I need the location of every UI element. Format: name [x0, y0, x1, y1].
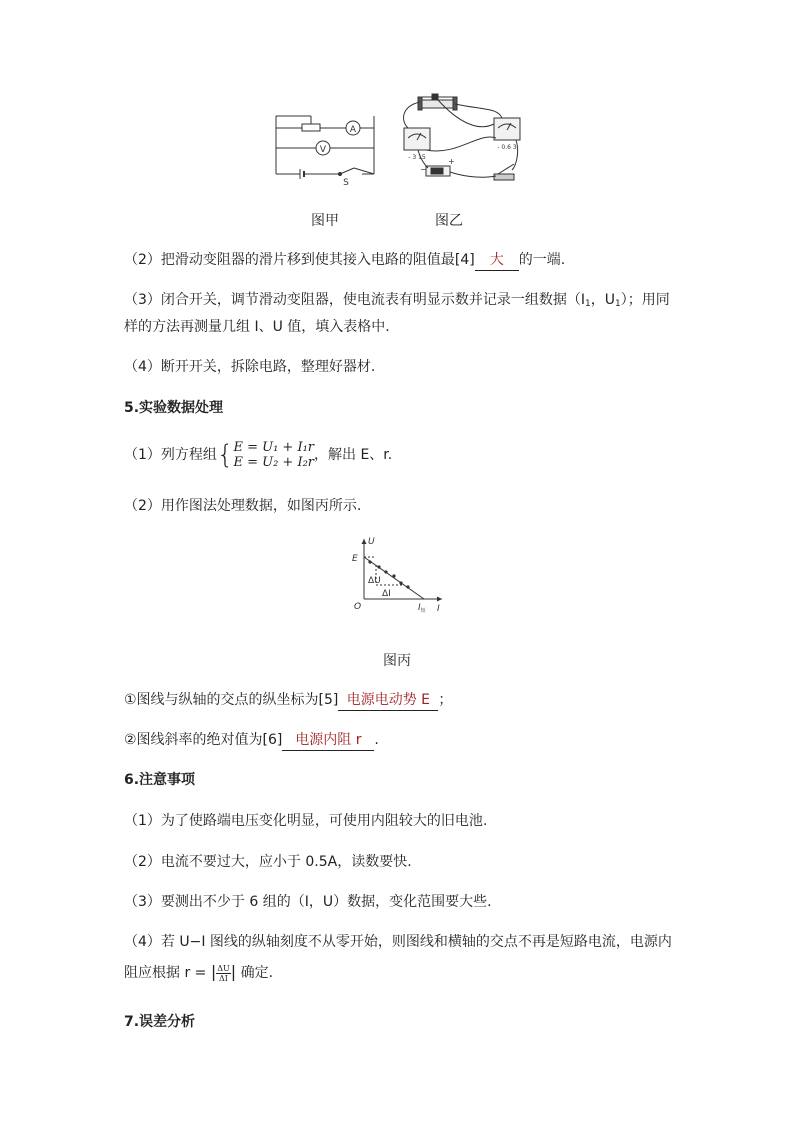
ui-graph: [346, 535, 446, 615]
step-4-text: （4）断开开关，拆除电路，整理好器材.: [124, 359, 376, 375]
section-7-title: 7.误差分析: [124, 1014, 196, 1030]
step-2-prefix: （2）把滑动变阻器的滑片移到使其接入电路的阻值最[4]: [124, 252, 475, 268]
blank-6-answer: 电源内阻 r: [282, 730, 374, 751]
apparatus-illustration: [398, 92, 528, 192]
step-3-text-a: （3）闭合开关，调节滑动变阻器，使电流表有明显示数并记录一组数据（I: [124, 292, 586, 308]
note-3-text: （3）要测出不少于 6 组的（I，U）数据，变化范围要大些.: [124, 894, 492, 910]
figure-yi-caption: 图乙: [435, 213, 463, 229]
circuit-diagram: [270, 108, 380, 188]
question-1-suffix: ；: [438, 692, 453, 708]
brace-glyph: {: [216, 440, 234, 470]
equation-1: E = U₁ + I₁r: [233, 440, 315, 455]
blank-4-answer: 大: [475, 250, 519, 271]
delta-u-label: ΔU: [368, 576, 381, 586]
section-6-title: 6.注意事项: [124, 772, 196, 788]
question-1-text: [124, 690, 452, 711]
right-meter-scale: - 0.6 3: [497, 144, 517, 151]
origin-label: O: [354, 602, 362, 612]
note-2-text: （2）电流不要过大，应小于 0.5A，读数要快.: [124, 854, 412, 870]
note-4-line-2: [124, 960, 273, 984]
i-short-label: $I_短$: [418, 603, 426, 614]
step-3-line-2: 样的方法再测量几组 I、U 值，填入表格中.: [124, 319, 390, 335]
section-5-title: 5.实验数据处理: [124, 400, 224, 416]
note-1-text: （1）为了使路端电压变化明显，可使用内阻较大的旧电池.: [124, 813, 488, 829]
equation-system: [233, 440, 314, 470]
step-3-text-c: ）；用同: [620, 292, 670, 308]
step-2-suffix: 的一端.: [518, 252, 566, 268]
question-2-suffix: .: [374, 732, 379, 748]
switch-label: S: [343, 178, 349, 188]
equation-intro: （1）列方程组: [124, 447, 217, 463]
figure-jia-caption: 图甲: [311, 213, 339, 229]
step-3-text-b: ，U: [590, 292, 616, 308]
left-meter-scale: - 3 15: [408, 154, 426, 161]
step-3-sub-2: 1: [615, 299, 621, 309]
note-4-formula-suffix: 确定.: [240, 965, 274, 981]
fraction-denominator: ΔI: [219, 973, 228, 983]
note-4-formula-prefix: 阻应根据 r =: [124, 965, 207, 981]
figure-bing-caption: 图丙: [383, 653, 411, 669]
delta-i-label: ΔI: [382, 589, 391, 599]
delta-fraction: [216, 964, 231, 983]
note-4-line-1: （4）若 U−I 图线的纵轴刻度不从零开始，则图线和横轴的交点不再是短路电流，电源内: [124, 934, 672, 950]
section-5-item-2: （2）用作图法处理数据，如图丙所示.: [124, 498, 362, 514]
ammeter-label: A: [349, 125, 357, 135]
battery-minus-sign: −: [420, 165, 427, 174]
question-2-text: [124, 730, 379, 751]
battery-plus-sign: +: [448, 157, 455, 166]
step-3-sub-1: 1: [585, 299, 591, 309]
i-axis-label: I: [437, 604, 440, 614]
equation-outro: ，解出 E、r.: [314, 447, 393, 463]
u-axis-label: U: [368, 537, 375, 547]
abs-bar-right: |: [230, 962, 237, 981]
e-label: E: [352, 554, 358, 564]
step-2-text: [124, 250, 565, 271]
equation-2: E = U₂ + I₂r: [233, 455, 315, 470]
step-3-line-1: [124, 290, 670, 314]
question-1-prefix: ①图线与纵轴的交点的纵坐标为[5]: [124, 692, 339, 708]
voltmeter-label: V: [319, 145, 327, 155]
question-2-prefix: ②图线斜率的绝对值为[6]: [124, 732, 283, 748]
fraction-numerator: ΔU: [217, 963, 230, 973]
blank-5-answer: 电源电动势 E: [338, 690, 438, 711]
section-5-item-1: [124, 438, 392, 472]
abs-bar-left: |: [210, 962, 217, 981]
